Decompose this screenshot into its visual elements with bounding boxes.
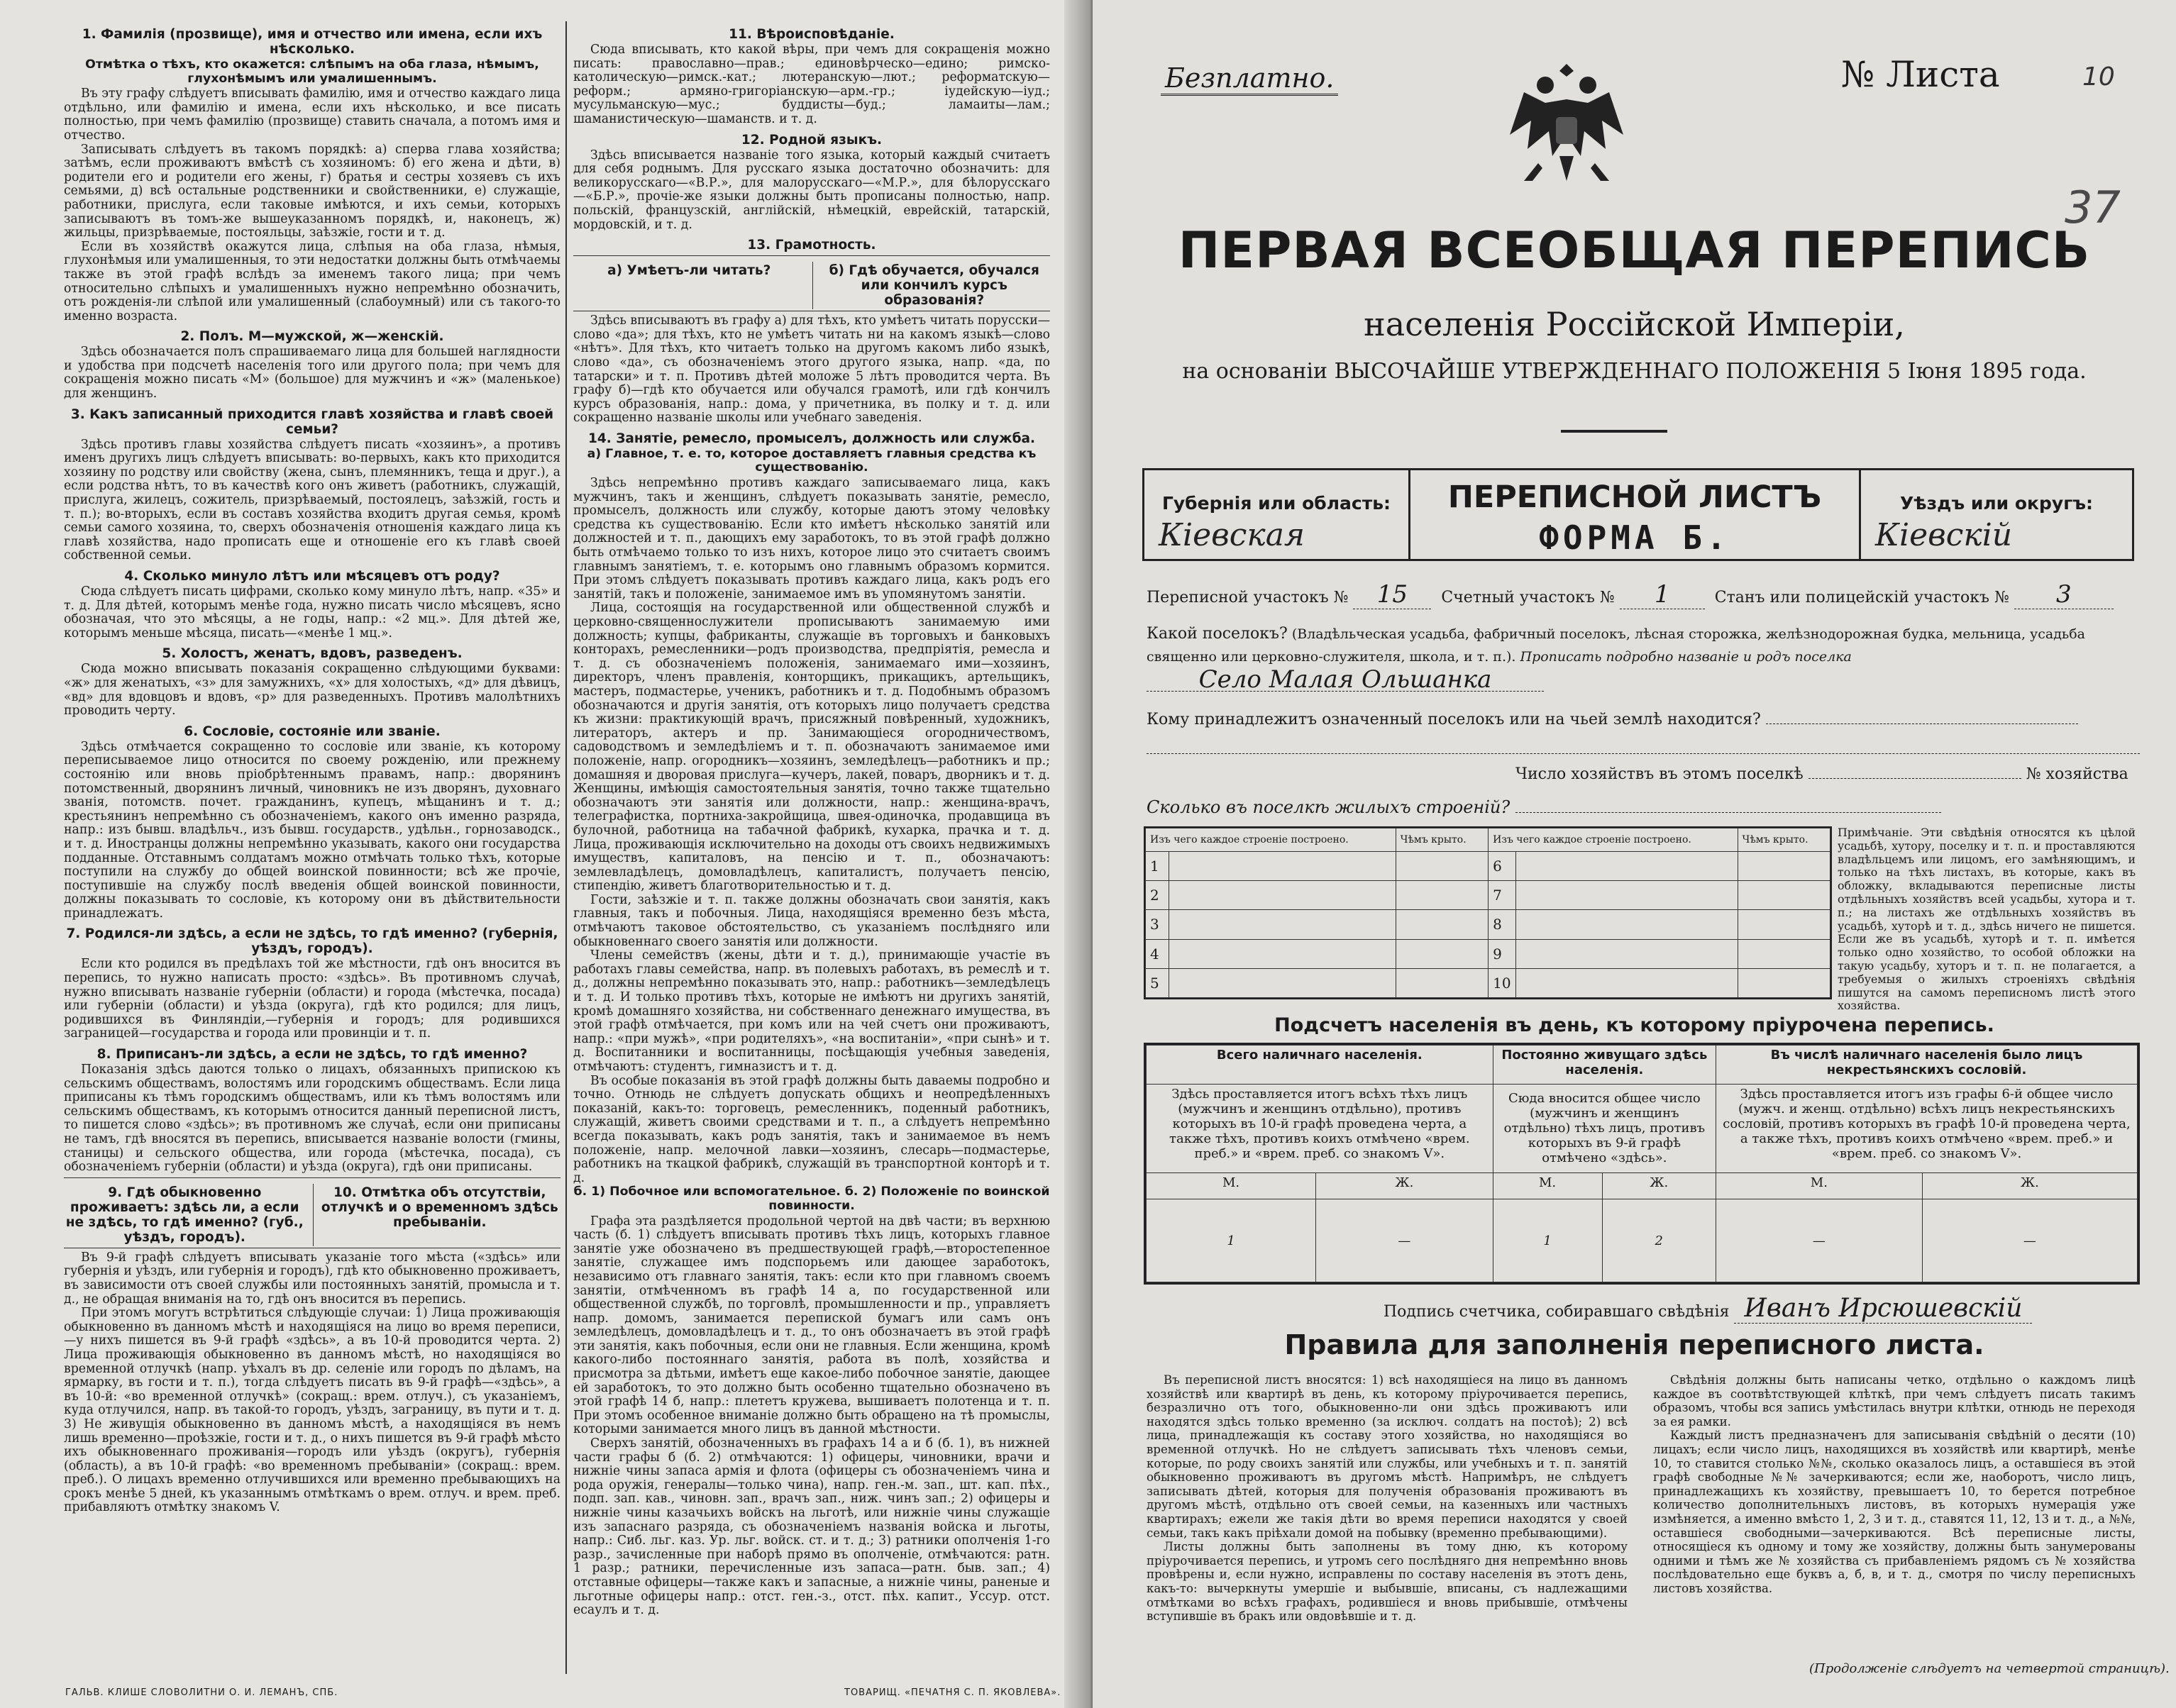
split-heading-row [573, 255, 1050, 311]
signature-row [1384, 1294, 2032, 1324]
houses-roof-header: Чѣмъ крыто. [1396, 828, 1488, 852]
census-section-label: Переписной участокъ № [1147, 589, 1349, 606]
section-heading: 12. Родной языкъ. [741, 132, 883, 148]
houses-table [1144, 826, 1832, 999]
female-header: Ж. [1922, 1173, 2137, 1199]
stan-value[interactable]: 3 [2014, 580, 2114, 609]
material-cell[interactable] [1515, 910, 1738, 939]
noncrop-male-value[interactable]: — [1716, 1199, 1923, 1282]
permanent-male-value[interactable]: 1 [1493, 1199, 1602, 1282]
material-cell[interactable] [1169, 968, 1396, 997]
instruction-paragraph: При этомъ могутъ встрѣтиться слѣдующіе случаи: 1) Лица проживающія обыкновенно въ данномъ мѣстѣ и находящіяся на лицо во время переписи,—у нихъ пишется въ 9-й графѣ «здѣсь», а въ 10-й проводится черта. 2) Лица проживающія обыкновенно въ данномъ мѣстѣ, но находящіяся во временной отлучкѣ (напр. уѣхалъ въ др. селеніе или городъ по дѣламъ, на ярмарку, въ гости и т. п.), тогда слѣдуетъ писать въ 9-й графѣ—«здѣсь», а въ 10-й: «во временной отлучкѣ» (сокращ.: врем. отлуч.), съ указаніемъ, куда отлучился, напр. въ такой-то городъ, уѣздъ, заграницу, въ пути и т. д. 3) Не живущія обыкновенно въ данномъ мѣстѣ, а находящіяся въ немъ лишь временно—проѣзжіе, гости и т. д., о нихъ пишется въ 9-й графѣ мѣсто ихъ обыкновеннаго проживанія—городъ или уѣздъ (округъ), губернія (область), а въ 10-й графѣ: «во временномъ пребываніи» (сокращ.: врем. преб.). О лицахъ временно отлучившихся или временно пребывающихъ на срокъ менѣе 5 дней, къ указаннымъ отмѣткамъ о врем. отлуч. и врем. преб. прибавляютъ отмѣтку знакомъ V. [64, 1306, 560, 1515]
row-number: 10 [1489, 968, 1515, 997]
row-number: 6 [1489, 852, 1515, 881]
roof-cell[interactable] [1396, 939, 1488, 968]
female-header: Ж. [1602, 1173, 1716, 1199]
owner-value[interactable] [1766, 723, 2078, 724]
instruction-paragraph: Графа эта раздѣляется продольной чертой на двѣ части; въ верхнюю часть (б. 1) слѣдуетъ вписывать противъ тѣхъ лицъ, которыхъ главное занятіе уже обозначено въ предшествующей графѣ,—второстепенное занятіе, служащее имъ подспорьемъ или дающее заработокъ, независимо отъ главнаго занятія, такъ: если кто при главномъ своемъ занятіи, отмѣченномъ въ графѣ 14 а, по государственной или общественной службѣ, по торговлѣ, промышленности и пр., управляетъ напр. домомъ, занимается перепиской бумагъ или самъ онъ земледѣлецъ, домовладѣлецъ и т. д., то онъ обозначаетъ въ этой графѣ эти занятія, какъ побочныя, если они не главныя. Если женщина, кромѣ какого-либо постояннаго занятія, работа въ полѣ, хозяйства и присмотра за дѣтьми, имѣетъ еще какое-либо побочное занятіе, дающее ей заработокъ, то это должно быть особенно тщательно обозначено въ этой графѣ 14 б, напр.: плететъ кружева, вышиваетъ полотенца и т. п. При этомъ особенное вниманіе должно быть обращено на тѣ промыслы, которыми занимается много лицъ въ данной мѣстности. [573, 1214, 1050, 1437]
row-number: 5 [1146, 968, 1169, 997]
owner-label: Кому принадлежитъ означенный поселокъ или на чьей землѣ находится? [1147, 711, 1761, 728]
form-name: ФОРМА Б. [1539, 518, 1730, 557]
noncrop-female-value[interactable]: — [1922, 1199, 2137, 1282]
section-heading: 8. Приписанъ-ли здѣсь, а если не здѣсь, то гдѣ именно? [96, 1047, 528, 1063]
instruction-paragraph: Въ особые показанія въ этой графѣ должны быть даваемы подробно и точно. Отнюдь не слѣдуетъ допускать общихъ и неопредѣленныхъ показаній, какъ-то: торговецъ, ремесленникъ, поденный работникъ, служащій, живетъ своими средствами и т. п., а слѣдуетъ непремѣнно всегда показывать, какъ родъ занятія, такъ и занимаемое въ немъ положеніе, напр. мелочной лавки—хозяинъ, слесарь—подмастерье, работникъ на ткацкой фабрикѣ, служащій въ транспортной конторѣ и т. д. [573, 1073, 1050, 1185]
instructions-column-1 [64, 21, 560, 1674]
roof-cell[interactable] [1738, 910, 1830, 939]
household-number-label: № хозяйства [2026, 765, 2128, 783]
material-cell[interactable] [1515, 852, 1738, 881]
section-heading: 6. Сословіе, состояніе или званіе. [184, 723, 441, 739]
district-value[interactable]: Кіевскій [1875, 517, 2013, 553]
row-number: 9 [1489, 939, 1515, 968]
roof-cell[interactable] [1396, 910, 1488, 939]
count-col-noncrop-desc: Здѣсь проставляется итогъ изъ графы 6-й общее число (мужч. и женщ. отдѣльно) всѣхъ лицъ некрестьянскихъ сословій, противъ которыхъ въ графѣ 10-й проведена черта, а также тѣхъ, противъ коихъ отмѣчено «врем. преб.» и «врем. преб. со знакомъ V». [1716, 1084, 2138, 1172]
count-col-total-desc: Здѣсь проставляется итогъ всѣхъ тѣхъ лицъ (мужчинъ и женщинъ отдѣльно), противъ которыхъ въ 10-й графѣ проведена черта, а также тѣхъ, противъ коихъ отмѣчено «врем. преб.» и «врем. преб. со знакомъ V». [1147, 1084, 1493, 1172]
census-title: ПЕРВАЯ ВСЕОБЩАЯ ПЕРЕПИСЬ [1178, 221, 2091, 279]
material-cell[interactable] [1169, 910, 1396, 939]
signature-label: Подпись счетчика, собиравшаго свѣдѣнія [1384, 1303, 1730, 1321]
province-value[interactable]: Кіевская [1159, 517, 1305, 553]
rules-column-2 [1653, 1373, 2136, 1596]
section-numbers-row [1147, 580, 2140, 609]
instruction-paragraph: Здѣсь обозначается полъ спрашиваемаго лица для большей наглядности и удобства при подсчетѣ населенія того или другого пола; при чемъ для сокращенія можно писать «М» (большое) для мужчинъ и «ж» (маленькое) для женщинъ. [64, 345, 560, 401]
section-heading: 1. Фамилія (прозвище), имя и отчество или имена, если ихъ нѣсколько. [82, 27, 543, 57]
roof-cell[interactable] [1738, 881, 1830, 910]
count-col-noncrop-header: Въ числѣ наличнаго населенія было лицъ некрестьянскихъ сословій. [1716, 1046, 2138, 1085]
material-cell[interactable] [1515, 881, 1738, 910]
district-label: Уѣздъ или округъ: [1899, 493, 2094, 514]
roof-cell[interactable] [1396, 881, 1488, 910]
instruction-paragraph: Члены семействъ (жены, дѣти и т. д.), принимающіе участіе въ работахъ главы семейства, напр. въ полевыхъ работахъ, въ ремеслѣ и т. д., должны непремѣнно показывать это, напр.: работникъ—земледѣлецъ и т. д. И только противъ тѣхъ, которые не имѣютъ ни другихъ занятій, кромѣ домашняго хозяйства, ни собственнаго денежнаго имущества, въ этой графѣ отмѣчается, при комъ или на чей счетъ они проживаютъ, напр.: «при мужѣ», «при родителяхъ», «на воспитаніи», «при сынѣ» и т. д. Воспитанники и воспитанницы, посѣщающія учебныя заведенія, отмѣчаютъ: студентъ, гимназистъ и т. д. [573, 948, 1050, 1074]
split-heading-right: 10. Отмѣтка объ отсутствіи, отлучкѣ и о временномъ здѣсь пребываніи. [313, 1184, 561, 1246]
table-row [1146, 852, 1830, 881]
count-section-value[interactable]: 1 [1620, 580, 1705, 609]
settlement-row [1147, 623, 2136, 694]
printer-credit-right: ТОВАРИЩ. «ПЕЧАТНЯ С. П. ЯКОВЛЕВА». [844, 1687, 1061, 1698]
sheet-name: ПЕРЕПИСНОЙ ЛИСТЪ [1447, 479, 1822, 515]
houses-roof-header-2: Чѣмъ крыто. [1738, 828, 1830, 852]
section-subheading: Отмѣтка о тѣхъ, кто окажется: слѣпымъ на оба глаза, нѣмымъ, глухонѣмымъ или умалишеннымъ. [85, 57, 539, 86]
section-heading: 5. Холостъ, женатъ, вдовъ, разведенъ. [162, 646, 463, 662]
continued-note: (Продолженіе слѣдуетъ на четвертой страницѣ). [1809, 1661, 2170, 1676]
right-page [1093, 0, 2176, 1708]
instruction-paragraph: Здѣсь вписывается названіе того языка, который каждый считаетъ для себя роднымъ. Для русскаго языка достаточно обозначить: для великорусскаго—«В.Р.», для малорусскаго—«М.Р.», для бѣлорусскаго—«Б.Р.», прочіе-же языки должны быть прописаны полностью, напр. польскій, французскій, англійскій, нѣмецкій, еврейскій, татарскій, мордовскій, и т. д. [573, 148, 1050, 232]
count-col-permanent-desc: Сюда вносится общее число (мужчинъ и женщинъ отдѣльно) тѣхъ лицъ, противъ которыхъ въ 9-й графѣ отмѣчено «здѣсь». [1493, 1084, 1716, 1172]
row-number: 2 [1146, 881, 1169, 910]
material-cell[interactable] [1169, 881, 1396, 910]
instruction-paragraph: Записывать слѣдуетъ въ такомъ порядкѣ: а) сперва глава хозяйства; затѣмъ, если проживаютъ вмѣстѣ съ хозяиномъ: б) его жена и дѣти, в) родители его и родители его жены, г) братья и сестры хозяевъ съ ихъ семьями, д) всѣ остальные родственники и свойственники, е) служащіе, работники, прислуга, если таковые имѣются, и ихъ семьи, которыхъ записываютъ въ томъ-же вышеуказанномъ порядкѣ, и, наконецъ, ж) жильцы, призрѣваемые, постояльцы, заѣзжіе, гости и т. д. [64, 142, 560, 240]
sheet-number-label: № Листа [1841, 54, 2000, 95]
census-decree-line: на основаніи ВЫСОЧАЙШЕ УТВЕРЖДЕННАГО ПОЛОЖЕНІЯ 5 Іюня 1895 года. [1182, 359, 2087, 384]
count-section-label: Счетный участокъ № [1441, 589, 1615, 606]
households-value[interactable] [1808, 778, 2021, 779]
instruction-paragraph: Если въ хозяйствѣ окажутся лица, слѣпыя на оба глаза, нѣмыя, глухонѣмыя или умалишенныя, то эти недостатки должны быть отмѣчаемы также въ этой графѣ вслѣдъ за именемъ такого лица; при чемъ относительно слѣпыхъ и умалишенныхъ нужно непремѣнно обозначить, отъ рожденія-ли слѣпой или умалишенный (слабоумный) или съ такого-то именно возраста. [64, 239, 560, 323]
settlement-hint: (Владѣльческая усадьба, фабричный поселокъ, лѣсная сторожка, желѣзнодорожная будка, мельница, усадьба священно или церковно-служителя, школа, и т. п.). [1147, 626, 2086, 665]
split-heading-row [64, 1177, 560, 1248]
instruction-paragraph: Сверхъ занятій, обозначенныхъ въ графахъ 14 а и б (б. 1), въ нижней части графы б (б. 2) отмѣчаются: 1) офицеры, чиновники, врачи и нижніе чины запаса армія и флота (офицеры съ обозначеніемъ чина и рода оружія, генералы—только чина), напр. ген.-м. зап., шт. кап. пѣх., подп. зап. кав., чиновн. зап., врачъ зап., ниж. чинъ зап.; 2) офицеры и нижніе чины казачьихъ войскъ на льготѣ, или нижніе чины служащіе изъ запаснаго разряда, съ обозначеніемъ названія войска и льготы, напр.: Сиб. льг. каз. Ур. льг. войск. ст. и т. д.; 3) ратники ополченія 1-го разр., зачисленные при наборѣ прямо въ ополченіе, отмѣчаются: ратн. 1 разр.; ратники, перечисленные изъ запаса—ратн. быв. зап.; 4) отставные офицеры—также какъ и запасные, а нижніе чины, раненые и льготные офицеры напр.: отст. ген.-з., отст. пѣх. капит., Уссур. отст. есаулъ и т. д. [573, 1436, 1050, 1618]
instruction-paragraph: Если кто родился въ предѣлахъ той же мѣстности, гдѣ онъ вносится въ перепись, то нужно написать просто: «здѣсь». Въ противномъ случаѣ, нужно вписывать названіе губерніи (области) и города (мѣстечка, посада) или губерніи (области) и уѣзда (округа), гдѣ кто родился; для лицъ, родившихся въ Финляндіи,—губернія и городъ; для родившихся заграницей—государства и города или провинціи и т. п. [64, 957, 560, 1041]
roof-cell[interactable] [1738, 968, 1830, 997]
instruction-paragraph: Здѣсь отмѣчается сокращенно то сословіе или званіе, къ которому переписываемое лицо относится по своему рожденію, или прежнему состоянію или вновь пріобрѣтеннымъ правамъ, напр.: дворянинъ потомственный, дворянинъ личный, чиновникъ не изъ дворянъ, духовнаго званія, потомств. почет. гражданинъ, купецъ, мѣщанинъ и т. д.; крестьянинъ непремѣнно съ обозначеніемъ, какого онъ именно разряда, напр.: изъ бывш. владѣльч., изъ бывш. государств., удѣльн., горнозаводск., и т. д. Иностранцы должны непремѣнно указывать, какого они государства подданные. Отставнымъ солдатамъ можно отмѣчать только тѣхъ, которые поступили на службу до общей воинской повинности; всѣ же прочіе, поступившіе на службу послѣ введенія общей воинской повинности, должны показывать то сословіе, къ которому они въ дѣйствительности принадлежатъ. [64, 739, 560, 921]
roof-cell[interactable] [1396, 968, 1488, 997]
table-row [1146, 968, 1830, 997]
rules-paragraph: Листы должны быть заполнены въ тому дню, къ которому пріурочивается перепись, и утромъ сего послѣдняго дня непремѣнно вновь провѣрены и, если нужно, исправлены по составу населенія въ этотъ день, какъ-то: вычеркнуты умершіе и выбывшіе, вписаны, съ надлежащими отмѣтками во всѣхъ графахъ, родившіеся и вновь прибывшіе, отмѣчены вступившіе въ бракъ или овдовѣвшіе и т. д. [1147, 1540, 1628, 1624]
instruction-paragraph: Здѣсь вписываютъ въ графу а) для тѣхъ, кто умѣетъ читать порусски—слово «да»; для тѣхъ, кто не умѣетъ читать ни на какомъ языкѣ—слово «нѣтъ». Для тѣхъ, кто читаетъ только на другомъ какомъ либо языкѣ, слово «да», съ обозначеніемъ этого другого языка, напр. «да, по татарски» и т. п. Противъ дѣтей моложе 5 лѣтъ проводится черта. Въ графу б)—гдѣ кто обучается или обучался грамотѣ, или гдѣ кончилъ курсъ образованія, напр.: дома, у причетника, въ полку и т. д. или сокращенно названіе школы или учебнаго заведенія. [573, 314, 1050, 426]
permanent-female-value[interactable]: 2 [1602, 1199, 1716, 1282]
rules-paragraph: Свѣдѣнія должны быть написаны четко, отдѣльно о каждомъ лицѣ каждое въ соотвѣтствующей клѣткѣ, при чемъ слѣдуетъ писать такимъ образомъ, чтобы вся запись умѣстилась внутри клѣтки, отнюдь не переходя за ея рамки. [1653, 1373, 2136, 1429]
instruction-paragraph: Здѣсь непремѣнно противъ каждаго записываемаго лица, какъ мужчинъ, такъ и женщинъ, слѣдуетъ показывать занятіе, ремесло, промыселъ, должность или службу, которые даютъ этому человѣку средства къ существованію. Если кто имѣетъ нѣсколько занятій или должностей и т. п., дающихъ ему заработокъ, то въ этой графѣ должно быть отмѣчаемо только то изъ нихъ, которое лицо это считаетъ своимъ главнымъ занятіемъ, т. е. которымъ оно главнымъ образомъ кормится. При этомъ слѣдуетъ показывать противъ каждаго лица, какъ родъ его занятій, такъ и положеніе, занимаемое имъ въ упомянутомъ занятіи. [573, 476, 1050, 601]
section-subheading: б. 1) Побочное или вспомогательное. б. 2) Положеніе по воинской повинности. [573, 1185, 1050, 1213]
left-page [0, 0, 1087, 1708]
buildings-label: Сколько въ поселкѣ жилыхъ строеній? [1147, 797, 1511, 817]
houses-note: Примѣчаніе. Эти свѣдѣнія относятся къ цѣлой усадьбѣ, хутору, поселку и т. п. и проставляются владѣльцемъ или лицомъ, его замѣняющимъ, и только на тѣхъ листахъ, въ которые, какъ въ обложку, вкладываются переписные листы отдѣльныхъ хозяйствъ всей усадьбы, хутора и т. п.; на листахъ же отдѣльныхъ хозяйствъ въ усадьбѣ, хуторѣ и т. д., здѣсь ничего не пишется. Если же въ усадьбѣ, хуторѣ и т. п. имѣется только одно хозяйство, то особой обложки на такую усадьбу, хуторъ и т. п. не полагается, а требуемыя о жилыхъ строеніяхъ свѣдѣнія пишутся на самомъ переписномъ листѣ этого хозяйства. [1838, 826, 2136, 1013]
section-heading: 4. Сколько минуло лѣтъ или мѣсяцевъ отъ роду? [124, 569, 500, 584]
free-stamp: Безплатно. [1161, 62, 1338, 96]
total-female-value[interactable]: — [1316, 1199, 1493, 1282]
row-number: 1 [1146, 852, 1169, 881]
table-row [1146, 939, 1830, 968]
roof-cell[interactable] [1738, 852, 1830, 881]
rules-paragraph: Въ переписной листъ вносятся: 1) всѣ находящіеся на лицо въ данномъ хозяйствѣ или квартирѣ въ день, къ которому пріурочивается перепись, безразлично отъ того, обыкновенно-ли они здѣсь проживаютъ или находятся здѣсь только временно (за исключ. солдатъ на постоѣ); 2) всѣ лица, принадлежащія къ составу этого хозяйства, но находящіяся во временной отлучкѣ. Но не слѣдуетъ записывать тѣхъ членовъ семьи, которые, по роду своихъ занятій или службы, или учебныхъ и т. п. занятій обыкновенно проживаютъ въ другомъ мѣстѣ. Напримѣръ, не слѣдуетъ записывать дѣтей, которыя для полученія образованія проживаютъ въ другомъ мѣстѣ, отдѣльно отъ своей семьи, на казенныхъ или частныхъ квартирахъ; ежели же такія дѣти во время переписи находятся у своей семьи, такъ какъ пріѣхали домой на побывку (временно пребывающими). [1147, 1373, 1628, 1540]
buildings-value[interactable] [1515, 812, 1941, 813]
split-heading-left: а) Умѣетъ-ли читать? [607, 263, 771, 279]
instructions-column-2 [573, 21, 1050, 1674]
section-heading: 14. Занятіе, ремесло, промыселъ, должность или служба. [587, 431, 1035, 446]
province-label: Губернія или область: [1161, 493, 1391, 514]
rules-title: Правила для заполненія переписного листа. [1284, 1329, 1984, 1360]
form-header-box [1142, 468, 2134, 561]
split-heading-left: 9. Гдѣ обыкновенно проживаетъ: здѣсь ли, а если не здѣсь, то гдѣ именно? (губ., уѣздъ, городъ). [65, 1185, 304, 1245]
instruction-paragraph: Сюда можно вписывать показанія сокращенно слѣдующими буквами: «ж» для женатыхъ, «з» для замужнихъ, «х» для холостыхъ, «д» для дѣвицъ, «вд» для вдовцовъ и вдовъ, «р» для разведенныхъ. Противъ малолѣтнихъ проводить черту. [64, 662, 560, 719]
province-cell [1144, 470, 1410, 559]
stan-label: Станъ или полицейскій участокъ № [1714, 589, 2009, 606]
row-number: 7 [1489, 881, 1515, 910]
roof-cell[interactable] [1396, 852, 1488, 881]
population-count-title: Подсчетъ населенія въ день, къ которому пріурочена перепись. [1274, 1014, 1994, 1036]
households-label: Число хозяйствъ въ этомъ поселкѣ [1515, 765, 1804, 783]
instruction-paragraph: Въ 9-й графѣ слѣдуетъ вписывать указаніе того мѣста («здѣсь» или губернія и уѣздъ, или губернія и городъ), гдѣ кто обыкновенно проживаетъ, въ зависимости отъ своей службы или постоянныхъ занятій, промысла и т. д., не обращая вниманія на то, гдѣ онъ вносится въ перепись. [64, 1250, 560, 1307]
settlement-instruction: Прописать подробно названіе и родъ поселка [1520, 649, 1852, 665]
section-heading: 2. Полъ. М—мужской, ж—женскій. [180, 329, 444, 345]
section-heading: 7. Родился-ли здѣсь, а если не здѣсь, то гдѣ именно? (губернія, уѣздъ, городъ). [66, 926, 558, 957]
material-cell[interactable] [1169, 852, 1396, 881]
column-divider [565, 21, 567, 1674]
section-heading: 11. Вѣроисповѣданіе. [729, 27, 895, 42]
split-heading-right: б) Гдѣ обучается, обучался или кончилъ курсъ образованія? [812, 262, 1051, 309]
instruction-paragraph: Гости, заѣзжіе и т. п. также должны обозначать свои занятія, какъ главныя, такъ и побочныя. Лица, находящіяся временно безъ мѣста, отмѣчаютъ таковое обстоятельство, съ указаніемъ послѣдняго или обыкновеннаго своего занятія или должности. [573, 892, 1050, 949]
material-cell[interactable] [1515, 939, 1738, 968]
row-number: 4 [1146, 939, 1169, 968]
printer-credit-left: ГАЛЬВ. КЛИШЕ СЛОВОЛИТНИ О. И. ЛЕМАНЪ, СПБ. [65, 1687, 338, 1698]
owner-row [1147, 711, 2140, 728]
row-number: 3 [1146, 910, 1169, 939]
instruction-paragraph: Въ эту графу слѣдуетъ вписывать фамилію, имя и отчество каждаго лица отдѣльно, или фамилію и имена, если ихъ нѣсколько, и все писать полностью, при чемъ фамилію (прозвище) ставить сначала, а потомъ имя и отчество. [64, 87, 560, 143]
double-headed-eagle-icon [1496, 50, 1637, 192]
material-cell[interactable] [1515, 968, 1738, 997]
table-row [1146, 881, 1830, 910]
roof-cell[interactable] [1738, 939, 1830, 968]
buildings-row [1147, 797, 2140, 817]
instruction-paragraph: Лица, состоящія на государственной или общественной службѣ и церковно-священнослужители прописываютъ занимаемую ими должность; купцы, фабриканты, служащіе въ торговыхъ и банковыхъ конторахъ, ремесленники—родъ производства, предпріятія, ремесла и т. д. съ обозначеніемъ положенія, занимаемаго ими—хозяинъ, директоръ, членъ правленія, конторщикъ, прикащикъ, артельщикъ, мастеръ, подмастерье, ученикъ, работникъ и т. д. Подобнымъ образомъ обозначаются и другія занятія, отъ которыхъ лицо получаетъ средства къ жизни: практикующій врачъ, присяжный повѣренный, художникъ, литераторъ, актеръ и пр. Занимающіеся огородничествомъ, садоводствомъ и земледѣліемъ и т. п. обозначаютъ занимаемое ими положеніе, напр. огородникъ—хозяинъ, земледѣлецъ—работникъ и пр.; домашняя и дворовая прислуга—кучеръ, лакей, поваръ, дворникъ и т. д. Женщины, имѣющія самостоятельныя занятія, точно также тщательно обозначаютъ эти занятія или должности, напр.: женщина-врачъ, телеграфистка, портниха-закройщица, швея-одиночка, продавщица въ булочной, работница на табачной фабрикѣ, кухарка, прачка и т. д. Лица, проживающія исключительно на доходы отъ своихъ недвижимыхъ имуществъ, капиталовъ, на пенсію и т. п., обозначаютъ: землевладѣлецъ, домовладѣлецъ, капиталистъ, получаетъ пенсію, стипендію, живетъ благотворительностью и т. д. [573, 601, 1050, 894]
instruction-paragraph: Сюда слѣдуетъ писать цифрами, сколько кому минуло лѣтъ, напр. «35» и т. д. Для дѣтей, которымъ менѣе года, нужно писать число мѣсяцевъ, ясно обозначая, что это мѣсяцы, а не годы, напр.: «2 мц.». Для дѣтей же, которымъ меньше мѣсяца, писать—«менѣе 1 мц.». [64, 584, 560, 640]
row-number: 8 [1489, 910, 1515, 939]
settlement-label: Какой поселокъ? [1147, 625, 1288, 643]
houses-material-header-2: Изъ чего каждое строеніе построено. [1489, 828, 1738, 852]
count-col-permanent-header: Постоянно живущаго здѣсь населенія. [1493, 1046, 1716, 1085]
material-cell[interactable] [1169, 939, 1396, 968]
instruction-paragraph: Сюда вписывать, кто какой вѣры, при чемъ для сокращенія можно писать: православно—прав.; единовѣрческо—едино; римско-католическую—римск.-кат.; лютеранскую—лют.; реформатскую—реформ.; армяно-григоріанскую—арм.-гр.; іудейскую—іуд.; мусульманскую—мус.; буддисты—буд.; ламаиты—лам.; шаманистическую—шаманств. и т. д. [573, 43, 1050, 126]
pencil-annotation: 37 [2065, 182, 2121, 233]
instruction-paragraph: Здѣсь противъ главы хозяйства слѣдуетъ писать «хозяинъ», а противъ именъ другихъ лицъ слѣдуетъ вписывать: во-первыхъ, какъ кто приходится хозяину по родству или свойству (жена, сынъ, племянникъ, теща и друг.), а если родства нѣтъ, то въ качествѣ кого онъ живетъ (работникъ, служащій, прислуга, жилецъ, сожитель, призрѣваемый, постоялецъ, заѣзжій, гость и т. п.); во-вторыхъ, если въ составъ хозяйства входитъ другая семья, кромѣ семьи самого хозяина, то, сверхъ обозначенія отношенія каждаго лица къ главѣ хозяйства, надо прописать еще и отношеніе его къ главѣ своей собственной семьи. [64, 437, 560, 563]
district-cell [1859, 470, 2132, 559]
rules-paragraph: Каждый листъ предназначенъ для записыванія свѣдѣній о десяти (10) лицахъ; если число лицъ, находящихся въ хозяйствѣ или квартирѣ, менѣе 10, то ставится столько №№, сколько оказалось лицъ, а оставшіеся въ этой графѣ свободные №№ зачеркиваются; если же, наоборотъ, число лицъ, принадлежащихъ къ хозяйству, превышаетъ 10, то берется потребное количество дополнительныхъ листовъ, въ которыхъ нумерація уже измѣняется, а именно вмѣсто 1, 2, 3 и т. д., ставятся 11, 12, 13 и т. д., а №№, оставшіеся свободными—зачеркиваются. Всѣ переписные листы, относящіеся къ одному и тому же хозяйству, должны быть занумерованы одними и тѣмъ же № хозяйства съ прибавленіемъ рядомъ съ № хозяйства послѣдовательно еще буквъ а, б, в, и т. д., смотря по числу переписныхъ листовъ хозяйства. [1653, 1429, 2136, 1595]
households-row [1147, 753, 2140, 783]
count-col-total-header: Всего наличнаго населенія. [1147, 1046, 1493, 1085]
rules-column-1 [1147, 1373, 1628, 1624]
settlement-value[interactable]: Село Малая Ольшанка [1147, 668, 1544, 692]
houses-material-header: Изъ чего каждое строеніе построено. [1146, 828, 1396, 852]
population-count-table [1144, 1043, 2140, 1285]
total-male-value[interactable]: 1 [1147, 1199, 1316, 1282]
instruction-paragraph: Показанія здѣсь даются только о лицахъ, обязанныхъ припискою къ сельскимъ обществамъ, волостямъ или городскимъ обществамъ. Если лица приписаны къ тѣмъ городскимъ обществамъ, или къ тѣмъ волостямъ или сельскимъ обществамъ, къ которымъ относится данный переписной листъ, то пишется слово «здѣсь»; въ противномъ же случаѣ, если они приписаны не тамъ, гдѣ вносятся въ перепись, вписывается названіе волости (гмины, станицы) и сельского общества, или города (мѣстечка, посада), съ обозначеніемъ губерніи (области) и уѣзда (округа), гдѣ они приписаны. [64, 1063, 560, 1175]
male-header: М. [1493, 1173, 1602, 1199]
female-header: Ж. [1316, 1173, 1493, 1199]
census-section-value[interactable]: 15 [1353, 580, 1431, 609]
census-subtitle: населенія Россійской Имперіи, [1364, 305, 1905, 343]
section-heading: 3. Какъ записанный приходится главѣ хозяйства и главѣ своей семьи? [70, 406, 554, 437]
section-subheading: а) Главное, т. е. то, которое доставляетъ главныя средства къ существованію. [587, 446, 1037, 475]
sheet-number-value: 10 [2082, 62, 2115, 92]
male-header: М. [1147, 1173, 1316, 1199]
title-divider [1561, 430, 1667, 433]
enumerator-signature[interactable]: Иванъ Ирсюшевскій [1734, 1294, 2032, 1324]
section-heading: 13. Грамотность. [747, 238, 876, 253]
table-row [1146, 910, 1830, 939]
male-header: М. [1716, 1173, 1923, 1199]
